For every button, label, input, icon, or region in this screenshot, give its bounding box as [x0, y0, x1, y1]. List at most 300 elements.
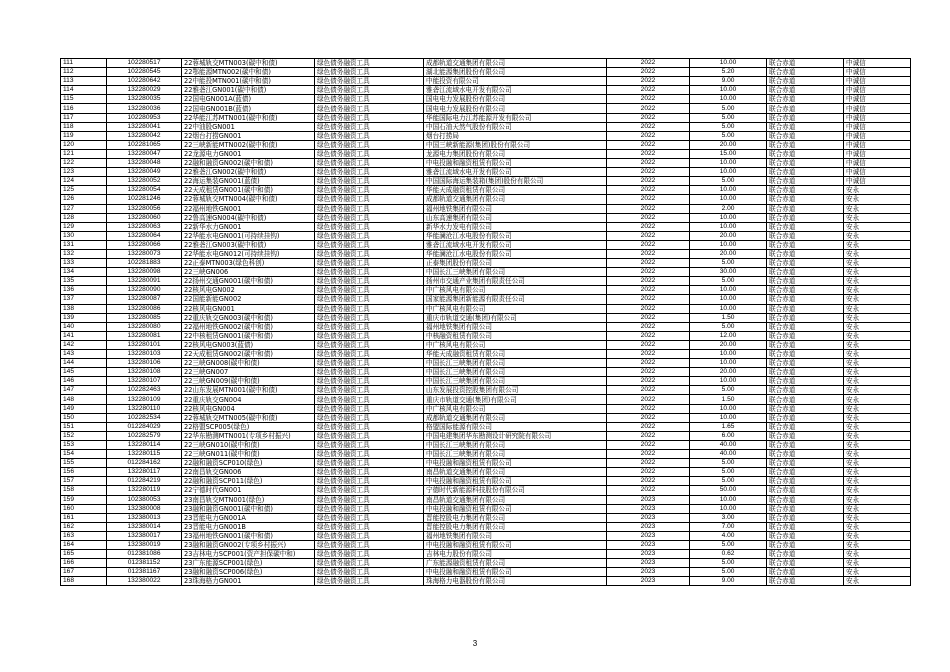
bond-name-cell: 22华能水电GN012(可持续挂钩)	[182, 249, 315, 258]
table-row	[61, 550, 911, 559]
bond-name-cell: 23融和融资GN002(专项乡村振兴)	[182, 540, 315, 549]
certifier-cell: 安永	[844, 204, 911, 213]
underwriter-cell: 联合赤道	[767, 404, 844, 413]
bond-type-cell: 绿色债务融资工具	[315, 149, 424, 158]
underwriter-cell: 联合赤道	[767, 213, 844, 222]
table-row	[61, 577, 911, 586]
row-index-cell: 127	[61, 204, 107, 213]
underwriter-cell: 联合赤道	[767, 304, 844, 313]
table-row	[61, 213, 911, 222]
issuer-cell: 中电投融和融资租赁有限公司	[424, 159, 607, 168]
underwriter-cell: 联合赤道	[767, 377, 844, 386]
row-index-cell: 145	[61, 368, 107, 377]
bond-code-cell: 132280103	[107, 350, 182, 359]
bond-type-cell: 绿色债务融资工具	[315, 213, 424, 222]
bond-name-cell: 22蓉城轨交MTN005(碳中和债)	[182, 413, 315, 422]
underwriter-cell: 联合赤道	[767, 240, 844, 249]
issue-year-cell: 2022	[607, 313, 690, 322]
bond-type-cell: 绿色债务融资工具	[315, 559, 424, 568]
bond-code-cell: 132280085	[107, 313, 182, 322]
row-index-cell: 163	[61, 531, 107, 540]
bond-code-cell: 102380053	[107, 495, 182, 504]
bond-name-cell: 22中核租赁GN001(碳中和债)	[182, 331, 315, 340]
bond-type-cell: 绿色债务融资工具	[315, 568, 424, 577]
issue-year-cell: 2023	[607, 504, 690, 513]
bond-type-cell: 绿色债务融资工具	[315, 231, 424, 240]
bond-name-cell: 22宁德时代GN001	[182, 486, 315, 495]
bond-code-cell: 132280115	[107, 450, 182, 459]
underwriter-cell: 联合赤道	[767, 95, 844, 104]
table-row	[61, 331, 911, 340]
underwriter-cell: 联合赤道	[767, 268, 844, 277]
issue-year-cell: 2023	[607, 577, 690, 586]
bond-name-cell: 22三峡GN011(碳中和债)	[182, 450, 315, 459]
bond-code-cell: 012381152	[107, 559, 182, 568]
certifier-cell: 中诚信	[844, 113, 911, 122]
certifier-cell: 安永	[844, 350, 911, 359]
amount-cell: 5.00	[690, 277, 767, 286]
bond-name-cell: 22三峡GN007	[182, 368, 315, 377]
bond-type-cell: 绿色债务融资工具	[315, 477, 424, 486]
bond-name-cell: 22国电GN001A(蓝债)	[182, 95, 315, 104]
row-index-cell: 135	[61, 277, 107, 286]
table-row	[61, 204, 911, 213]
bond-type-cell: 绿色债务融资工具	[315, 104, 424, 113]
amount-cell: 30.00	[690, 268, 767, 277]
bond-type-cell: 绿色债务融资工具	[315, 377, 424, 386]
issuer-cell: 华能澜沧江水电股份有限公司	[424, 231, 607, 240]
certifier-cell: 安永	[844, 277, 911, 286]
bond-type-cell: 绿色债务融资工具	[315, 286, 424, 295]
issue-year-cell: 2022	[607, 359, 690, 368]
issue-year-cell: 2023	[607, 550, 690, 559]
amount-cell: 5.00	[690, 540, 767, 549]
row-index-cell: 160	[61, 504, 107, 513]
issuer-cell: 扬州市交通产业集团有限责任公司	[424, 277, 607, 286]
amount-cell: 5.00	[690, 322, 767, 331]
table-row	[61, 468, 911, 477]
bond-type-cell: 绿色债务融资工具	[315, 222, 424, 231]
issue-year-cell: 2022	[607, 368, 690, 377]
issue-year-cell: 2022	[607, 377, 690, 386]
issue-year-cell: 2022	[607, 468, 690, 477]
issuer-cell: 中国长江三峡集团有限公司	[424, 268, 607, 277]
bond-code-cell: 132280081	[107, 331, 182, 340]
amount-cell: 9.00	[690, 77, 767, 86]
issue-year-cell: 2022	[607, 422, 690, 431]
bond-type-cell: 绿色债务融资工具	[315, 249, 424, 258]
table-row	[61, 59, 911, 68]
amount-cell: 10.00	[690, 286, 767, 295]
bond-type-cell: 绿色债务融资工具	[315, 450, 424, 459]
underwriter-cell: 联合赤道	[767, 77, 844, 86]
table-row	[61, 268, 911, 277]
bond-code-cell: 132280041	[107, 122, 182, 131]
issuer-cell: 吉林电力股份有限公司	[424, 550, 607, 559]
bond-code-cell: 102282534	[107, 413, 182, 422]
underwriter-cell: 联合赤道	[767, 340, 844, 349]
issuer-cell: 中国长江三峡集团有限公司	[424, 368, 607, 377]
table-row	[61, 386, 911, 395]
table-row	[61, 168, 911, 177]
row-index-cell: 130	[61, 231, 107, 240]
amount-cell: 10.00	[690, 159, 767, 168]
underwriter-cell: 联合赤道	[767, 477, 844, 486]
bond-name-cell: 22融和融资SCP010(绿色)	[182, 459, 315, 468]
issue-year-cell: 2022	[607, 477, 690, 486]
bond-name-cell: 22天成租赁GN002(碳中和债)	[182, 350, 315, 359]
row-index-cell: 117	[61, 113, 107, 122]
bond-type-cell: 绿色债务融资工具	[315, 159, 424, 168]
issuer-cell: 中广核风电有限公司	[424, 340, 607, 349]
issuer-cell: 湖北能源集团股份有限公司	[424, 68, 607, 77]
row-index-cell: 119	[61, 131, 107, 140]
certifier-cell: 中诚信	[844, 177, 911, 186]
bond-type-cell: 绿色债务融资工具	[315, 513, 424, 522]
table-row	[61, 486, 911, 495]
certifier-cell: 安永	[844, 240, 911, 249]
issue-year-cell: 2022	[607, 131, 690, 140]
row-index-cell: 128	[61, 213, 107, 222]
underwriter-cell: 联合赤道	[767, 295, 844, 304]
underwriter-cell: 联合赤道	[767, 459, 844, 468]
table-row	[61, 304, 911, 313]
issuer-cell: 中国长江三峡集团有限公司	[424, 377, 607, 386]
table-row	[61, 522, 911, 531]
issuer-cell: 宁德时代新能源科技股份有限公司	[424, 486, 607, 495]
underwriter-cell: 联合赤道	[767, 440, 844, 449]
row-index-cell: 111	[61, 59, 107, 68]
issuer-cell: 广东能源融资租赁有限公司	[424, 559, 607, 568]
bond-type-cell: 绿色债务融资工具	[315, 77, 424, 86]
certifier-cell: 安永	[844, 377, 911, 386]
issue-year-cell: 2022	[607, 431, 690, 440]
issue-year-cell: 2022	[607, 77, 690, 86]
issue-year-cell: 2022	[607, 340, 690, 349]
row-index-cell: 157	[61, 477, 107, 486]
underwriter-cell: 联合赤道	[767, 504, 844, 513]
certifier-cell: 安永	[844, 568, 911, 577]
bond-type-cell: 绿色债务融资工具	[315, 177, 424, 186]
amount-cell: 10.00	[690, 413, 767, 422]
issue-year-cell: 2022	[607, 395, 690, 404]
bond-code-cell: 132280117	[107, 468, 182, 477]
row-index-cell: 164	[61, 540, 107, 549]
issue-year-cell: 2022	[607, 295, 690, 304]
bond-name-cell: 22海运集装GN001(蓝债)	[182, 177, 315, 186]
issuer-cell: 山东发展投资控股集团有限公司	[424, 386, 607, 395]
underwriter-cell: 联合赤道	[767, 550, 844, 559]
table-row	[61, 440, 911, 449]
bond-type-cell: 绿色债务融资工具	[315, 531, 424, 540]
underwriter-cell: 联合赤道	[767, 322, 844, 331]
certifier-cell: 安永	[844, 331, 911, 340]
bond-name-cell: 22天成租赁GN001(碳中和债)	[182, 186, 315, 195]
certifier-cell: 安永	[844, 450, 911, 459]
amount-cell: 10.00	[690, 350, 767, 359]
certifier-cell: 中诚信	[844, 168, 911, 177]
issuer-cell: 晋能控股电力集团有限公司	[424, 513, 607, 522]
issue-year-cell: 2022	[607, 195, 690, 204]
bond-code-cell: 132280108	[107, 368, 182, 377]
bond-name-cell: 22福州地铁GN002(碳中和债)	[182, 322, 315, 331]
bond-table	[60, 58, 911, 586]
underwriter-cell: 联合赤道	[767, 577, 844, 586]
bond-type-cell: 绿色债务融资工具	[315, 404, 424, 413]
table-row	[61, 477, 911, 486]
row-index-cell: 134	[61, 268, 107, 277]
bond-code-cell: 132280073	[107, 249, 182, 258]
certifier-cell: 安永	[844, 495, 911, 504]
amount-cell: 10.00	[690, 59, 767, 68]
certifier-cell: 安永	[844, 550, 911, 559]
bond-type-cell: 绿色债务融资工具	[315, 495, 424, 504]
certifier-cell: 中诚信	[844, 95, 911, 104]
row-index-cell: 162	[61, 522, 107, 531]
bond-code-cell: 102280953	[107, 113, 182, 122]
row-index-cell: 123	[61, 168, 107, 177]
row-index-cell: 125	[61, 186, 107, 195]
bond-name-cell: 22鲁高速GN004(碳中和债)	[182, 213, 315, 222]
table-row	[61, 177, 911, 186]
issue-year-cell: 2022	[607, 140, 690, 149]
bond-code-cell: 132380013	[107, 513, 182, 522]
table-row	[61, 149, 911, 158]
certifier-cell: 安永	[844, 531, 911, 540]
amount-cell: 10.00	[690, 168, 767, 177]
certifier-cell: 安永	[844, 249, 911, 258]
underwriter-cell: 联合赤道	[767, 113, 844, 122]
bond-type-cell: 绿色债务融资工具	[315, 68, 424, 77]
underwriter-cell: 联合赤道	[767, 122, 844, 131]
table-row	[61, 395, 911, 404]
bond-code-cell: 132280029	[107, 86, 182, 95]
underwriter-cell: 联合赤道	[767, 450, 844, 459]
amount-cell: 5.00	[690, 259, 767, 268]
amount-cell: 5.00	[690, 113, 767, 122]
bond-name-cell: 22扬州交通GN001(碳中和债)	[182, 277, 315, 286]
amount-cell: 50.00	[690, 486, 767, 495]
bond-code-cell: 012284219	[107, 477, 182, 486]
bond-name-cell: 22国能新能GN002	[182, 295, 315, 304]
amount-cell: 0.62	[690, 550, 767, 559]
issuer-cell: 成都轨道交通集团有限公司	[424, 413, 607, 422]
amount-cell: 5.00	[690, 177, 767, 186]
issuer-cell: 新华水力发电有限公司	[424, 222, 607, 231]
bond-type-cell: 绿色债务融资工具	[315, 350, 424, 359]
bond-name-cell: 22核风电GN001	[182, 304, 315, 313]
certifier-cell: 安永	[844, 440, 911, 449]
bond-name-cell: 22国电GN001B(蓝债)	[182, 104, 315, 113]
issue-year-cell: 2023	[607, 513, 690, 522]
issue-year-cell: 2022	[607, 450, 690, 459]
table-row	[61, 513, 911, 522]
table-row	[61, 504, 911, 513]
bond-code-cell: 132280063	[107, 222, 182, 231]
bond-type-cell: 绿色债务融资工具	[315, 86, 424, 95]
underwriter-cell: 联合赤道	[767, 249, 844, 258]
issue-year-cell: 2022	[607, 459, 690, 468]
bond-code-cell: 012381167	[107, 568, 182, 577]
certifier-cell: 安永	[844, 231, 911, 240]
table-row	[61, 368, 911, 377]
bond-code-cell: 012284029	[107, 422, 182, 431]
issue-year-cell: 2023	[607, 540, 690, 549]
bond-code-cell: 102281065	[107, 140, 182, 149]
table-row	[61, 459, 911, 468]
certifier-cell: 安永	[844, 513, 911, 522]
row-index-cell: 114	[61, 86, 107, 95]
underwriter-cell: 联合赤道	[767, 495, 844, 504]
bond-code-cell: 012284162	[107, 459, 182, 468]
table-row	[61, 195, 911, 204]
bond-name-cell: 22三峡GN009(碳中和债)	[182, 377, 315, 386]
bond-code-cell: 132280066	[107, 240, 182, 249]
underwriter-cell: 联合赤道	[767, 531, 844, 540]
amount-cell: 7.00	[690, 522, 767, 531]
certifier-cell: 安永	[844, 386, 911, 395]
certifier-cell: 中诚信	[844, 159, 911, 168]
bond-code-cell: 132280048	[107, 159, 182, 168]
bond-code-cell: 012381086	[107, 550, 182, 559]
underwriter-cell: 联合赤道	[767, 131, 844, 140]
table-row	[61, 86, 911, 95]
bond-name-cell: 22正泰MTN003(绿色科创)	[182, 259, 315, 268]
row-index-cell: 137	[61, 295, 107, 304]
row-index-cell: 126	[61, 195, 107, 204]
bond-code-cell: 132380008	[107, 504, 182, 513]
row-index-cell: 113	[61, 77, 107, 86]
issue-year-cell: 2022	[607, 331, 690, 340]
row-index-cell: 120	[61, 140, 107, 149]
bond-code-cell: 132280052	[107, 177, 182, 186]
bond-type-cell: 绿色债务融资工具	[315, 59, 424, 68]
underwriter-cell: 联合赤道	[767, 104, 844, 113]
bond-code-cell: 102280517	[107, 59, 182, 68]
certifier-cell: 安永	[844, 295, 911, 304]
bond-type-cell: 绿色债务融资工具	[315, 122, 424, 131]
row-index-cell: 140	[61, 322, 107, 331]
bond-type-cell: 绿色债务融资工具	[315, 550, 424, 559]
bond-name-cell: 22核风电GN002	[182, 286, 315, 295]
issue-year-cell: 2022	[607, 413, 690, 422]
certifier-cell: 安永	[844, 522, 911, 531]
amount-cell: 5.00	[690, 131, 767, 140]
bond-code-cell: 132280042	[107, 131, 182, 140]
issuer-cell: 国电电力发展股份有限公司	[424, 104, 607, 113]
amount-cell: 20.00	[690, 231, 767, 240]
amount-cell: 10.00	[690, 504, 767, 513]
certifier-cell: 安永	[844, 540, 911, 549]
table-row	[61, 495, 911, 504]
underwriter-cell: 联合赤道	[767, 168, 844, 177]
certifier-cell: 安永	[844, 340, 911, 349]
amount-cell: 10.00	[690, 404, 767, 413]
issue-year-cell: 2022	[607, 486, 690, 495]
amount-cell: 10.00	[690, 213, 767, 222]
amount-cell: 10.00	[690, 377, 767, 386]
underwriter-cell: 联合赤道	[767, 422, 844, 431]
issue-year-cell: 2022	[607, 259, 690, 268]
certifier-cell: 安永	[844, 431, 911, 440]
bond-code-cell: 132280086	[107, 304, 182, 313]
amount-cell: 10.00	[690, 359, 767, 368]
issue-year-cell: 2023	[607, 522, 690, 531]
row-index-cell: 115	[61, 95, 107, 104]
row-index-cell: 161	[61, 513, 107, 522]
table-row	[61, 313, 911, 322]
row-index-cell: 166	[61, 559, 107, 568]
underwriter-cell: 联合赤道	[767, 59, 844, 68]
issuer-cell: 格盟国际能源有限公司	[424, 422, 607, 431]
amount-cell: 1.50	[690, 395, 767, 404]
row-index-cell: 150	[61, 413, 107, 422]
bond-code-cell: 132280060	[107, 213, 182, 222]
bond-type-cell: 绿色债务融资工具	[315, 359, 424, 368]
bond-name-cell: 22雅砻江GN002(碳中和债)	[182, 168, 315, 177]
bond-name-cell: 22雅砻江GN003(碳中和债)	[182, 240, 315, 249]
bond-name-cell: 22中能投MTN001(碳中和债)	[182, 77, 315, 86]
table-row	[61, 140, 911, 149]
bond-name-cell: 22三峡GN010(碳中和债)	[182, 440, 315, 449]
bond-name-cell: 23晋能电力GN001B	[182, 522, 315, 531]
amount-cell: 5.20	[690, 68, 767, 77]
amount-cell: 20.00	[690, 140, 767, 149]
certifier-cell: 中诚信	[844, 59, 911, 68]
table-row	[61, 340, 911, 349]
bond-name-cell: 22新华水力GN001	[182, 222, 315, 231]
bond-type-cell: 绿色债务融资工具	[315, 486, 424, 495]
underwriter-cell: 联合赤道	[767, 149, 844, 158]
certifier-cell: 安永	[844, 313, 911, 322]
underwriter-cell: 联合赤道	[767, 540, 844, 549]
issuer-cell: 重庆市轨道交通(集团)有限公司	[424, 313, 607, 322]
table-row	[61, 186, 911, 195]
issue-year-cell: 2022	[607, 113, 690, 122]
row-index-cell: 152	[61, 431, 107, 440]
amount-cell: 5.00	[690, 386, 767, 395]
row-index-cell: 129	[61, 222, 107, 231]
issuer-cell: 华能天成融资租赁有限公司	[424, 350, 607, 359]
bond-name-cell: 22蓉城轨交MTN004(碳中和债)	[182, 195, 315, 204]
bond-type-cell: 绿色债务融资工具	[315, 268, 424, 277]
row-index-cell: 121	[61, 149, 107, 158]
bond-code-cell: 132280107	[107, 377, 182, 386]
table-row	[61, 77, 911, 86]
amount-cell: 1.65	[690, 422, 767, 431]
bond-type-cell: 绿色债务融资工具	[315, 95, 424, 104]
issuer-cell: 中电投融和融资租赁有限公司	[424, 568, 607, 577]
issue-year-cell: 2022	[607, 350, 690, 359]
bond-type-cell: 绿色债务融资工具	[315, 431, 424, 440]
issue-year-cell: 2022	[607, 268, 690, 277]
row-index-cell: 151	[61, 422, 107, 431]
row-index-cell: 139	[61, 313, 107, 322]
amount-cell: 40.00	[690, 450, 767, 459]
certifier-cell: 安永	[844, 395, 911, 404]
underwriter-cell: 联合赤道	[767, 431, 844, 440]
bond-type-cell: 绿色债务融资工具	[315, 440, 424, 449]
table-row	[61, 240, 911, 249]
issue-year-cell: 2022	[607, 222, 690, 231]
table-row	[61, 259, 911, 268]
bond-name-cell: 22重庆轨交GN003(碳中和债)	[182, 313, 315, 322]
certifier-cell: 安永	[844, 195, 911, 204]
table-row	[61, 531, 911, 540]
bond-name-cell: 23南昌轨交MTN001(绿色)	[182, 495, 315, 504]
bond-name-cell: 22华东勘测MTN001(专项乡村振兴)	[182, 431, 315, 440]
bond-name-cell: 23福州地铁GN001(碳中和债)	[182, 531, 315, 540]
